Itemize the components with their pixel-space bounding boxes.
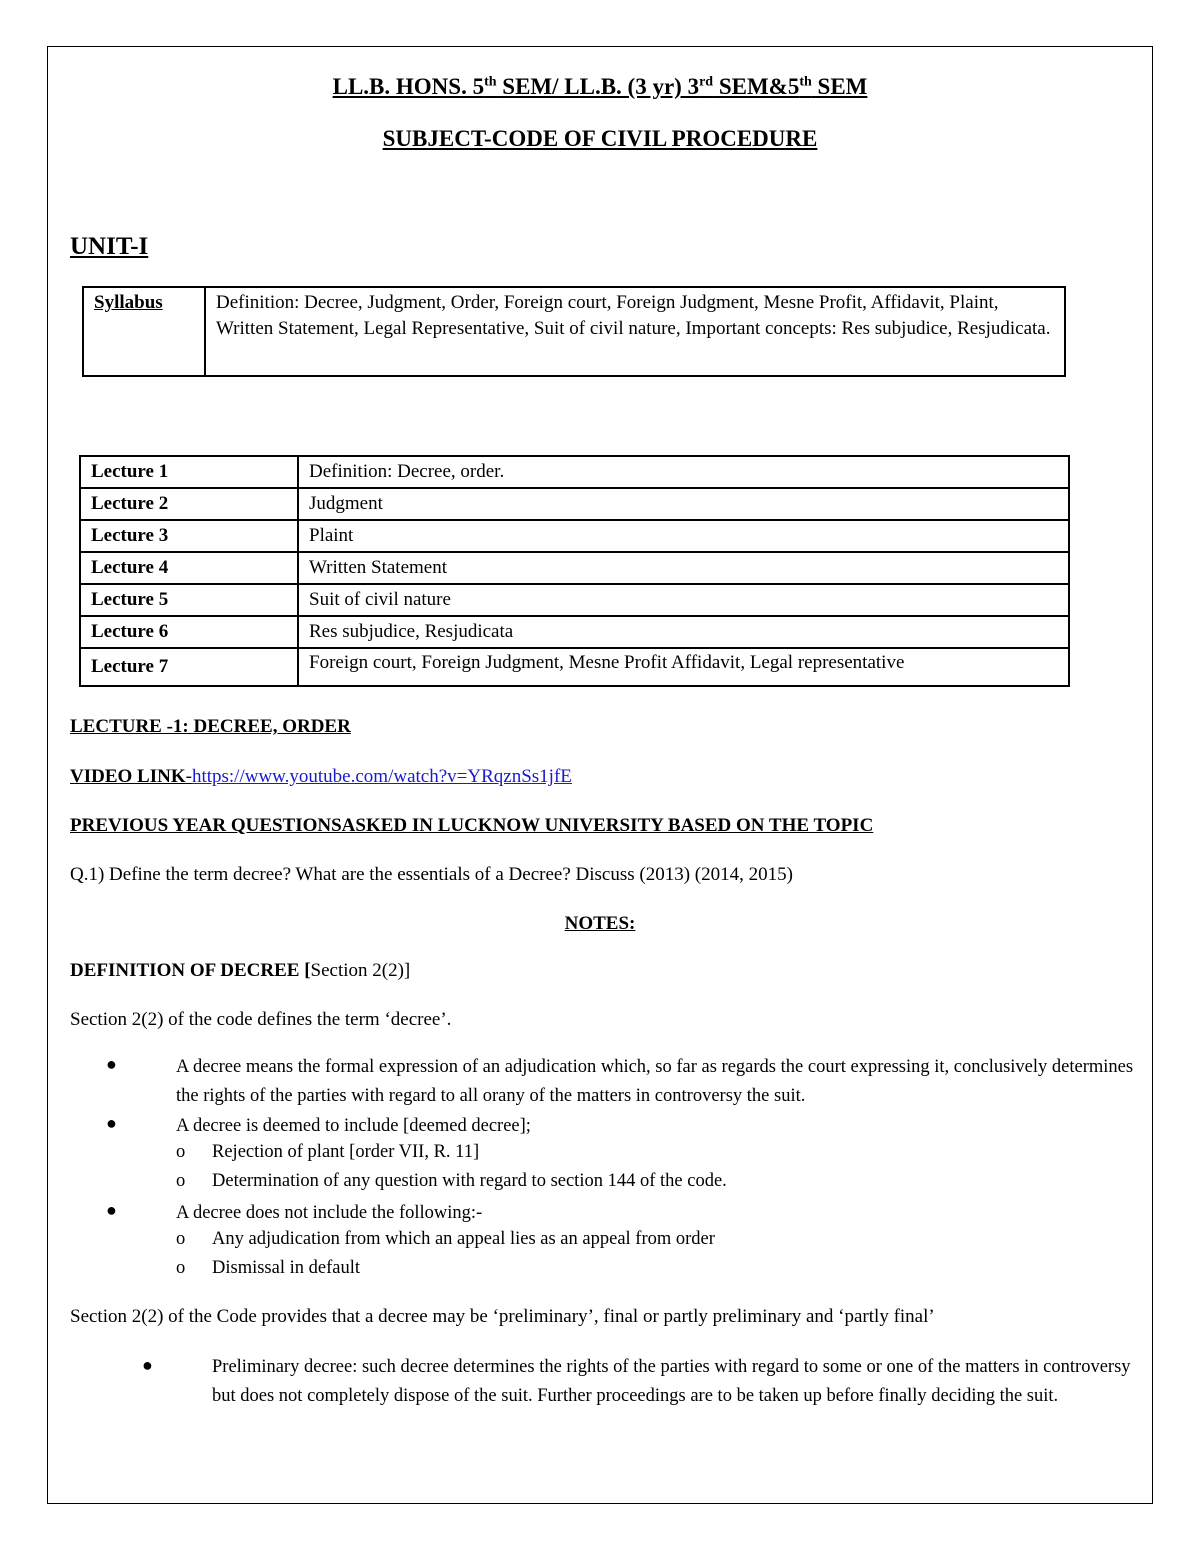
sub-bullet-text: Any adjudication from which an appeal lies as an appeal from order [212, 1229, 715, 1249]
lecture-name: Lecture 2 [80, 488, 298, 520]
bullet-text: Preliminary decree: such decree determines the rights of the parties with regard to some or one of the matters in controversy but does not completely dispose of the suit. Further proceedings are to be taken up before finally deciding the suit. [212, 1357, 1131, 1406]
circle-bullet-icon: o [176, 1258, 186, 1278]
sub-bullet-text: Dismissal in default [212, 1258, 360, 1278]
lecture-name: Lecture 4 [80, 552, 298, 584]
lecture-table [79, 455, 1070, 687]
lecture-topic: Res subjudice, Resjudicata [298, 616, 1069, 648]
lecture-name: Lecture 7 [80, 648, 298, 686]
lecture-topic: Written Statement [298, 552, 1069, 584]
bullet-dot-icon: ● [106, 1113, 117, 1133]
bullet-text: A decree does not include the following:- [176, 1203, 483, 1223]
unit-heading: UNIT-I [70, 233, 149, 260]
video-link-line: VIDEO LINK-https://www.youtube.com/watch?v=YRqznSs1jfE [70, 766, 572, 787]
table-row [80, 584, 1069, 616]
table-row [80, 552, 1069, 584]
table-row [80, 616, 1069, 648]
bullet-dot-icon: ● [106, 1200, 117, 1220]
intro-text: Section 2(2) of the code defines the term ‘decree’. [70, 1009, 452, 1030]
sub-bullet-text: Rejection of plant [order VII, R. 11] [212, 1142, 480, 1162]
table-row [80, 520, 1069, 552]
syllabus-label: Syllabus [83, 287, 205, 376]
bullet-text: A decree means the formal expression of an adjudication which, so far as regards the court expressing it, conclusively determines the rights of the parties with regard to all orany of the matters in controversy the suit. [176, 1057, 1134, 1106]
paragraph-text: Section 2(2) of the Code provides that a decree may be ‘preliminary’, final or partly preliminary and ‘partly final’ [70, 1306, 935, 1327]
circle-bullet-icon: o [176, 1142, 186, 1162]
lecture-name: Lecture 1 [80, 456, 298, 488]
circle-bullet-icon: o [176, 1171, 186, 1191]
pyq-heading: PREVIOUS YEAR QUESTIONSASKED IN LUCKNOW UNIVERSITY BASED ON THE TOPIC [70, 815, 874, 836]
table-row [80, 488, 1069, 520]
subject-title: SUBJECT-CODE OF CIVIL PROCEDURE [382, 126, 818, 151]
lecture-topic: Definition: Decree, order. [298, 456, 1069, 488]
syllabus-text: Definition: Decree, Judgment, Order, Foreign court, Foreign Judgment, Mesne Profit, Affidavit, Plaint, Written Statement, Legal Representative, Suit of civil nature, Important concepts: Res subjudice, Resjudicata. [205, 287, 1065, 376]
table-row [80, 648, 1069, 686]
circle-bullet-icon: o [176, 1229, 186, 1249]
lecture-name: Lecture 6 [80, 616, 298, 648]
video-link[interactable]: https://www.youtube.com/watch?v=YRqznSs1jfE [191, 766, 572, 787]
lecture-name: Lecture 5 [80, 584, 298, 616]
sub-bullet-text: Determination of any question with regard to section 144 of the code. [212, 1171, 727, 1191]
lecture-topic: Suit of civil nature [298, 584, 1069, 616]
lecture-topic: Foreign court, Foreign Judgment, Mesne Profit Affidavit, Legal representative [298, 648, 1069, 686]
lecture-name: Lecture 3 [80, 520, 298, 552]
notes-heading: NOTES: [564, 913, 636, 934]
definition-heading: DEFINITION OF DECREE [Section 2(2)] [70, 960, 411, 981]
course-title: LL.B. HONS. 5th SEM/ LL.B. (3 yr) 3rd SEM&5th SEM [332, 74, 868, 99]
lecture-topic: Judgment [298, 488, 1069, 520]
bullet-dot-icon: ● [106, 1054, 117, 1074]
table-row [80, 456, 1069, 488]
question-text: Q.1) Define the term decree? What are the essentials of a Decree? Discuss (2013) (2014, 2015) [70, 864, 793, 885]
syllabus-table [82, 286, 1066, 377]
bullet-dot-icon: ● [142, 1355, 153, 1375]
video-link-label: VIDEO LINK [70, 766, 186, 787]
lecture-heading: LECTURE -1: DECREE, ORDER [70, 716, 351, 737]
lecture-topic: Plaint [298, 520, 1069, 552]
bullet-text: A decree is deemed to include [deemed decree]; [176, 1116, 531, 1136]
